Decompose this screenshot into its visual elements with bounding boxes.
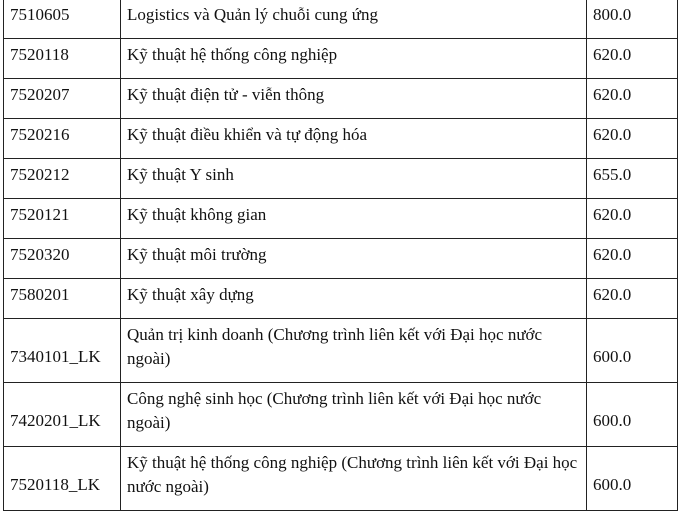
score-value: 620.0 — [587, 239, 678, 279]
program-name: Kỹ thuật Y sinh — [121, 159, 587, 199]
program-name: Kỹ thuật hệ thống công nghiệp (Chương trình liên kết với Đại học nước ngoài) — [121, 447, 587, 511]
table-row — [4, 119, 678, 159]
program-name: Công nghệ sinh học (Chương trình liên kết với Đại học nước ngoài) — [121, 383, 587, 447]
score-value: 620.0 — [587, 199, 678, 239]
program-code: 7340101_LK — [4, 319, 121, 383]
table-row — [4, 39, 678, 79]
table-row — [4, 79, 678, 119]
score-value: 655.0 — [587, 159, 678, 199]
program-name: Kỹ thuật điều khiển và tự động hóa — [121, 119, 587, 159]
score-value: 620.0 — [587, 79, 678, 119]
program-code: 7520118 — [4, 39, 121, 79]
program-name: Kỹ thuật điện tử - viễn thông — [121, 79, 587, 119]
program-code: 7520121 — [4, 199, 121, 239]
table-row — [4, 279, 678, 319]
program-code: 7520212 — [4, 159, 121, 199]
table-row — [4, 0, 678, 39]
score-value: 800.0 — [587, 0, 678, 39]
program-name: Quản trị kinh doanh (Chương trình liên kết với Đại học nước ngoài) — [121, 319, 587, 383]
score-value: 600.0 — [587, 447, 678, 511]
table-row — [4, 239, 678, 279]
program-name: Logistics và Quản lý chuỗi cung ứng — [121, 0, 587, 39]
program-name: Kỹ thuật không gian — [121, 199, 587, 239]
program-name: Kỹ thuật xây dựng — [121, 279, 587, 319]
program-name: Kỹ thuật hệ thống công nghiệp — [121, 39, 587, 79]
admission-score-table — [3, 0, 678, 511]
program-code: 7420201_LK — [4, 383, 121, 447]
score-value: 600.0 — [587, 383, 678, 447]
program-code: 7510605 — [4, 0, 121, 39]
table-row — [4, 319, 678, 383]
program-name: Kỹ thuật môi trường — [121, 239, 587, 279]
program-code: 7520320 — [4, 239, 121, 279]
program-code: 7580201 — [4, 279, 121, 319]
score-value: 600.0 — [587, 319, 678, 383]
program-code: 7520118_LK — [4, 447, 121, 511]
table-row — [4, 159, 678, 199]
table-row — [4, 383, 678, 447]
program-code: 7520207 — [4, 79, 121, 119]
table-row — [4, 447, 678, 511]
score-value: 620.0 — [587, 39, 678, 79]
score-value: 620.0 — [587, 279, 678, 319]
program-code: 7520216 — [4, 119, 121, 159]
table-row — [4, 199, 678, 239]
score-value: 620.0 — [587, 119, 678, 159]
